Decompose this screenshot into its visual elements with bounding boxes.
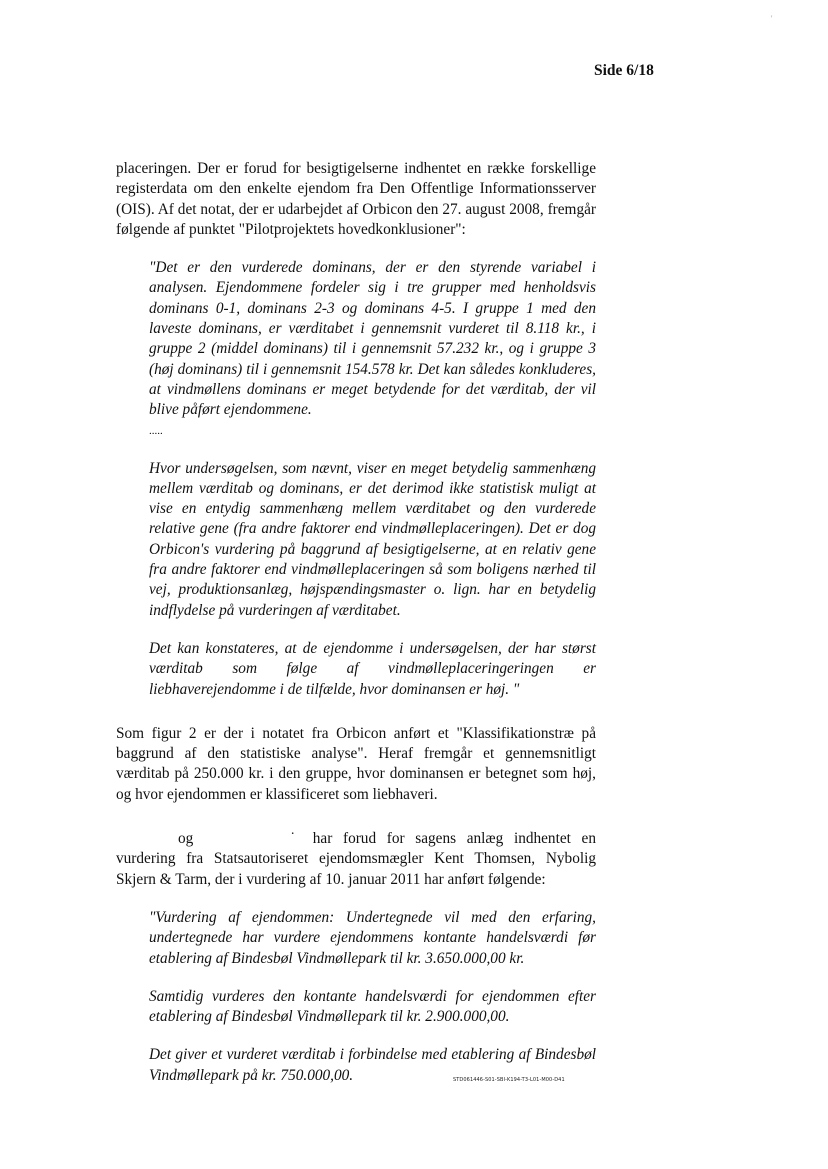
quote-handelsvaerdi-efter: Samtidig vurderes den kontante handelsværdi for ejendommen efter etablering af Bindesbøl Vindmøllepark til kr. 2.900.000,00. xyxy=(149,987,596,1026)
paragraph-vurdering xyxy=(116,829,596,890)
paragraph-intro: placeringen. Der er forud for besigtigelserne indhentet en række forskellige registerdata om den enkelte ejendom fra Den Offentlige Informationsserver (OIS). Af det notat, der er udarbejdet af Orbicon den 27. august 2008, fremgår følgende af punktet "Pilotprojektets hovedkonklusioner": xyxy=(116,160,596,238)
page-number: Side 6/18 xyxy=(594,62,654,79)
quote-liebhaver: Det kan konstateres, at de ejendomme i undersøgelsen, der har størst værditab som følge af vindmølleplaceringeringen er liebhaverejendomme i de tilfælde, hvor dominansen er høj. " xyxy=(149,639,596,698)
quote-vurdering-ejendom: "Vurdering af ejendommen: Undertegnede vil med den erfaring, undertegnede har vurdere ejendommens kontante handelsværdi før etablering af Bindesbøl Vindmøllepark til kr. 3.650.000,00 kr. xyxy=(149,908,596,967)
paragraph-vurdering-start: og xyxy=(178,830,194,848)
quote-vaerditab: Det giver et vurderet værditab i forbindelse med etablering af Bindesbøl Vindmøllepark på kr. 750.000,00. xyxy=(149,1046,596,1084)
quote-ellipsis: ..... xyxy=(149,424,163,437)
quote-dominans: "Det er den vurderede dominans, der er den styrende variabel i analysen. Ejendommene fordeler sig i tre grupper med henholdsvis dominans 0-1, dominans 2-3 og dominans 4-5. I gruppe 1 med den laveste dominans, er værditabet i gennemsnit vurderet til 8.118 kr., i gruppe 2 (middel dominans) til i gennemsnit 57.232 kr., og i gruppe 3 (høj dominans) til i gennemsnit 154.578 kr. Det kan således konkluderes, at vindmøllens dominans er meget betydende for det værditab, der vil blive påført ejendommene. xyxy=(149,259,596,419)
redaction-mark: ˙ xyxy=(283,830,303,848)
paragraph-vurdering-rest: har forud for sagens anlæg indhentet en vurdering fra Statsautoriseret ejendomsmægler Kent Thomsen, Nybolig Skjern & Tarm, der i vurdering af 10. januar 2011 har anført følgende: xyxy=(116,830,596,888)
scan-mark: ' xyxy=(771,14,773,23)
document-body xyxy=(116,159,596,1086)
quote-gene: Hvor undersøgelsen, som nævnt, viser en meget betydelig sammenhæng mellem værditab og dominans, er det derimod ikke statistisk muligt at vise en entydig sammenhæng mellem værditabet og den vurderede relative gene (fra andre faktorer end vindmølleplaceringen). Det er dog Orbicon's vurdering på baggrund af besigtigelserne, at en relativ gene fra andre faktorer end vindmølleplaceringen så som boligens nærhed til vej, produktionsanlæg, højspændingsmaster o. lign. har en betydelig indflydelse på vurderingen af værditabet. xyxy=(149,459,596,619)
paragraph-figur: Som figur 2 er der i notatet fra Orbicon anført et "Klassifikationstræ på baggrund af den statistiske analyse". Heraf fremgår et gennemsnitligt værditab på 250.000 kr. i den gruppe, hvor dominansen er betegnet som høj, og hvor ejendommen er klassificeret som liebhaveri. xyxy=(116,724,596,803)
document-code: STD061446-S01-SBI-K194-T3-L01-M00-D41 xyxy=(453,1077,565,1083)
